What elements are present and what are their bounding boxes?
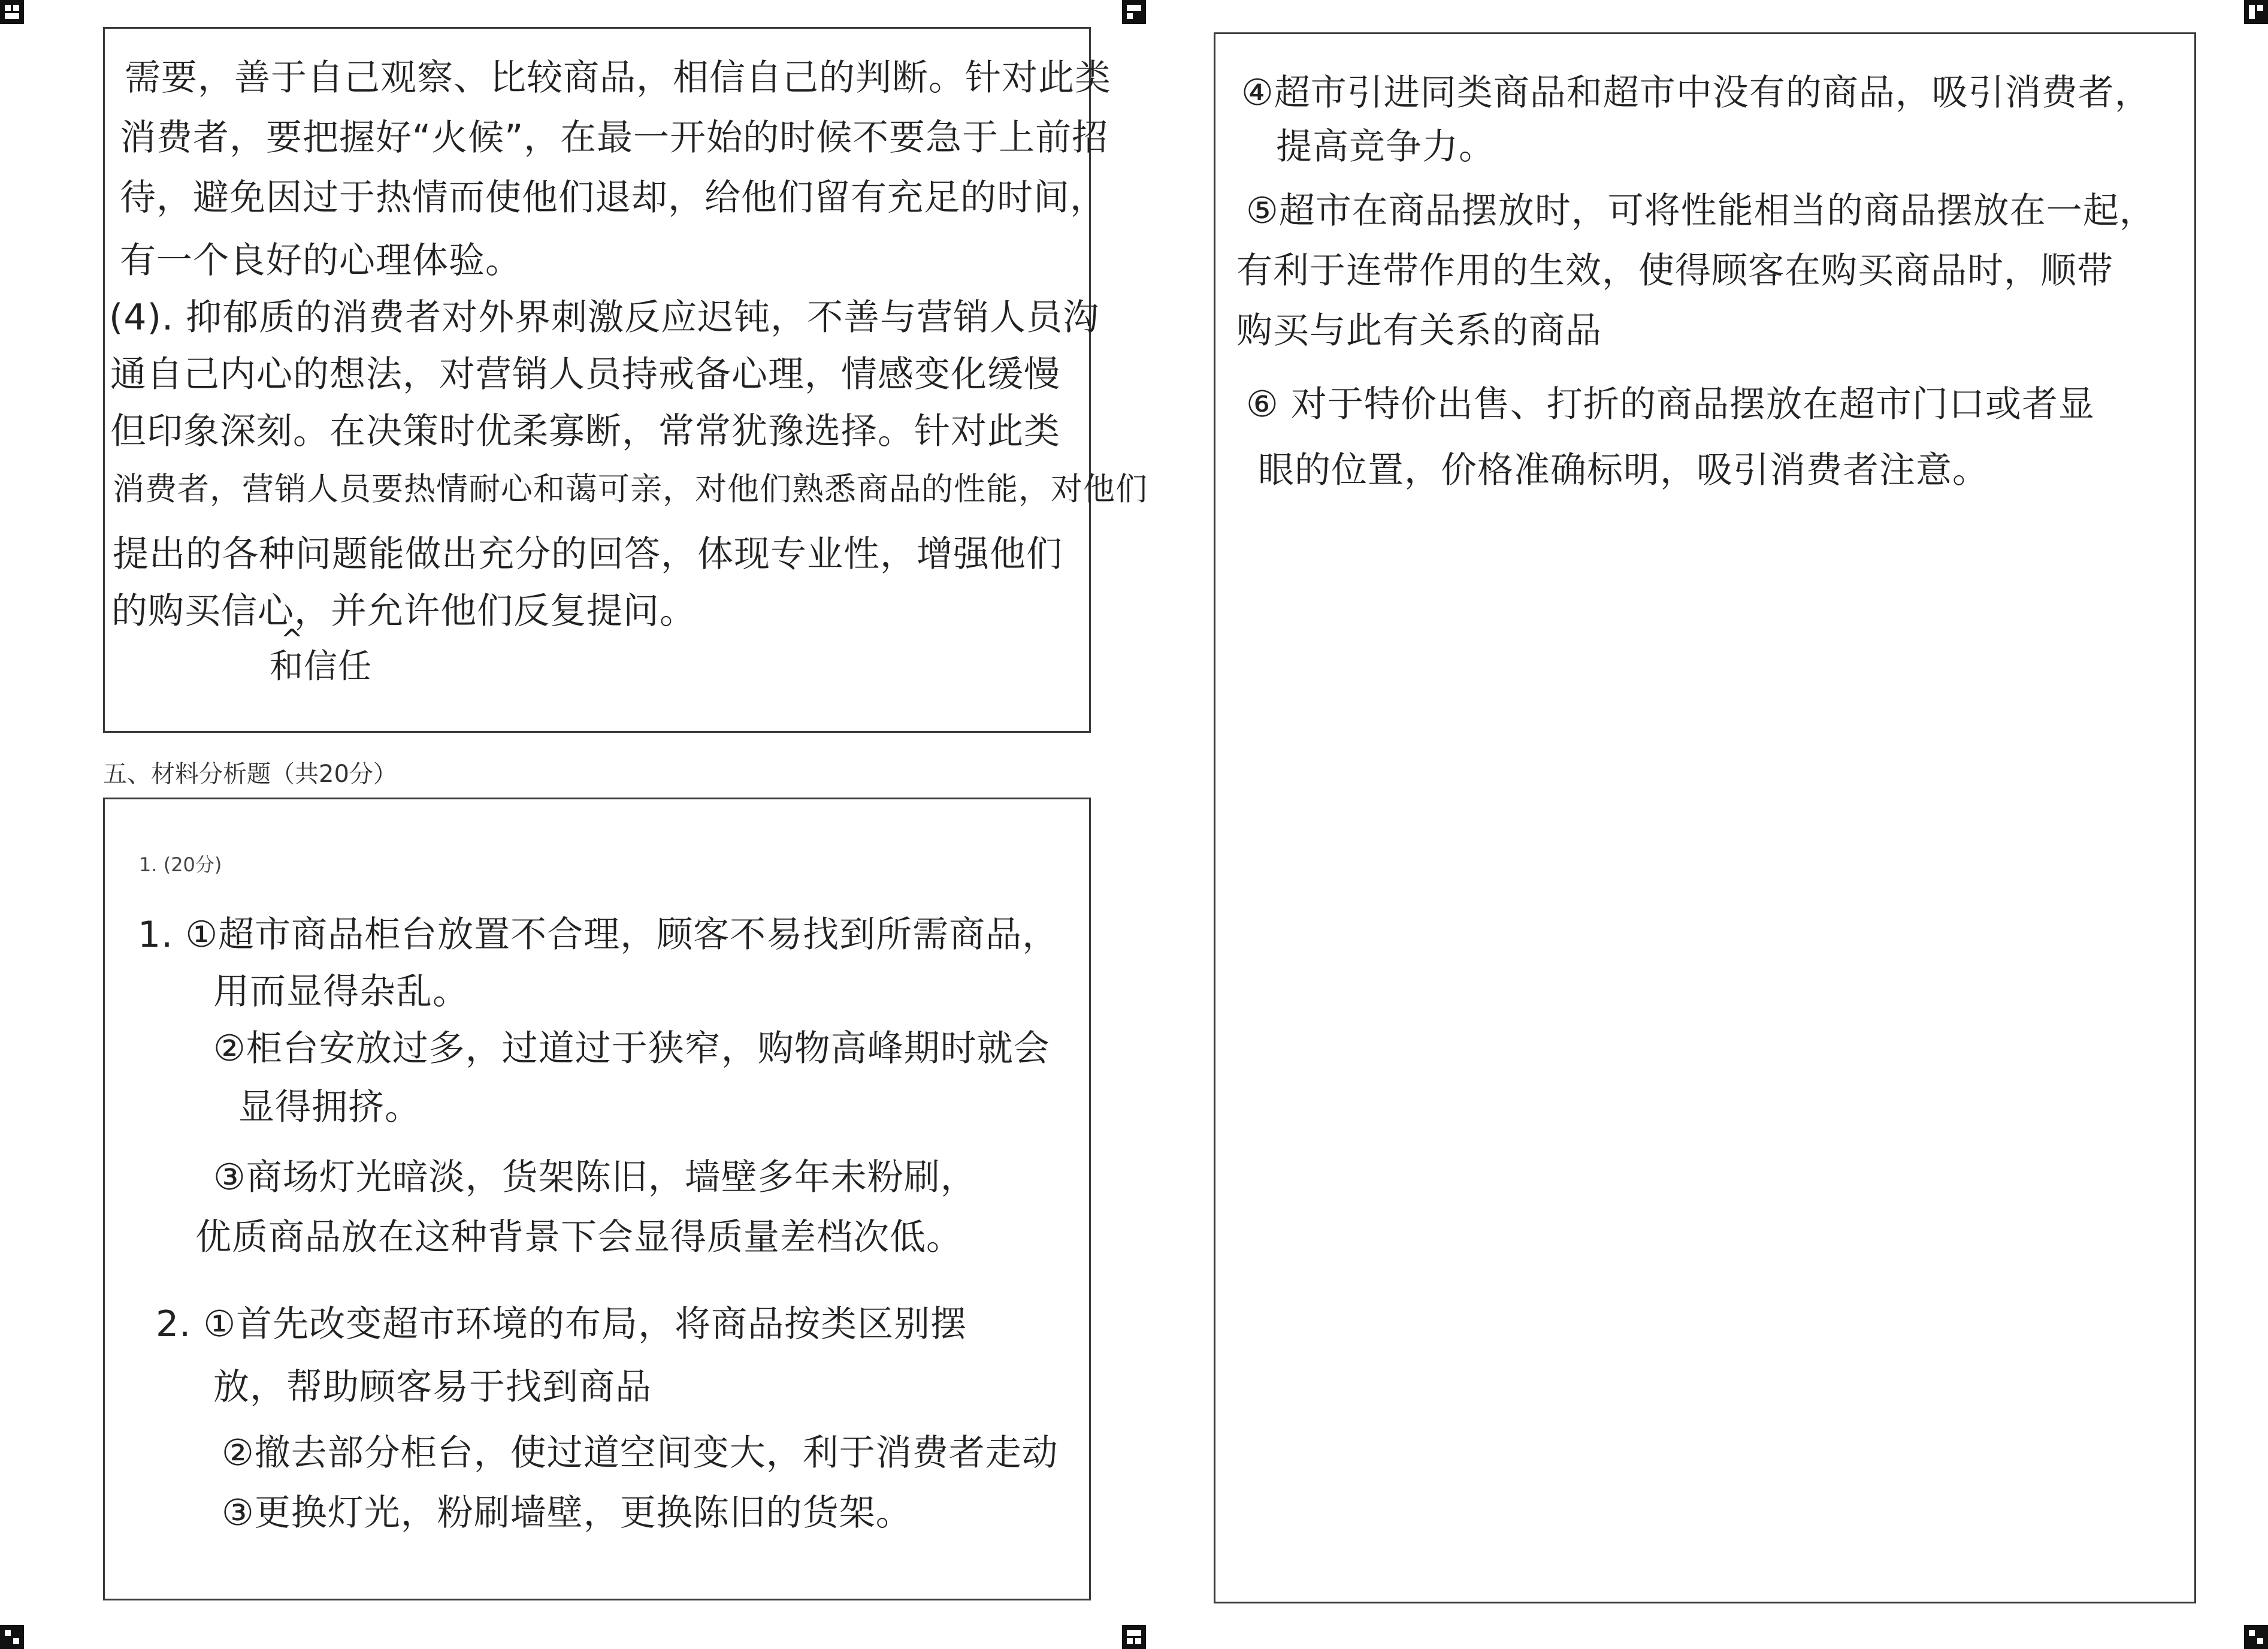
answer-line: 优质商品放在这种背景下会显得质量差档次低。 bbox=[195, 1216, 963, 1258]
insertion-caret: ^ bbox=[280, 623, 304, 656]
question-label: 1. (20分) bbox=[139, 853, 222, 876]
answer-line: 待，避免因过于热情而使他们退却，给他们留有充足的时间， bbox=[120, 177, 1106, 219]
answer-line: 提高竞争力。 bbox=[1276, 126, 1495, 168]
answer-line: 放，帮助顾客易于找到商品 bbox=[213, 1366, 652, 1408]
corner-marker-bottom-right bbox=[2244, 1625, 2268, 1649]
answer-line: 通自己内心的想法，对营销人员持戒备心理，情感变化缓慢 bbox=[110, 354, 1060, 395]
corner-marker-top-center bbox=[1122, 0, 1146, 24]
section-title: 五、材料分析题（共20分） bbox=[103, 760, 397, 788]
corner-marker-top-left bbox=[0, 0, 24, 24]
answer-line: 的购买信心，并允许他们反复提问。 bbox=[111, 590, 696, 632]
answer-line: (4). 抑郁质的消费者对外界刺激反应迟钝，不善与营销人员沟 bbox=[109, 297, 1100, 339]
corner-marker-bottom-left bbox=[0, 1625, 24, 1649]
answer-line: 需要，善于自己观察、比较商品，相信自己的判断。针对此类 bbox=[125, 57, 1111, 99]
answer-line: ②撤去部分柜台，使过道空间变大，利于消费者走动 bbox=[222, 1432, 1059, 1474]
answer-line: 购买与此有关系的商品 bbox=[1236, 310, 1602, 352]
answer-line: 有利于连带作用的生效，使得顾客在购买商品时，顺带 bbox=[1236, 250, 2113, 292]
answer-line: ③更换灯光，粉刷墙壁，更换陈旧的货架。 bbox=[222, 1492, 912, 1534]
answer-line: 眼的位置，价格准确标明，吸引消费者注意。 bbox=[1258, 449, 1989, 491]
answer-line: 2. ①首先改变超市环境的布局，将商品按类区别摆 bbox=[156, 1303, 967, 1345]
answer-line: 消费者，营销人员要热情耐心和蔼可亲，对他们熟悉商品的性能，对他们 bbox=[113, 471, 1148, 508]
corner-marker-top-right bbox=[2244, 0, 2268, 24]
answer-line: 1. ①超市商品柜台放置不合理，顾客不易找到所需商品， bbox=[138, 914, 1059, 956]
answer-line: 有一个良好的心理体验。 bbox=[120, 240, 522, 282]
answer-line: 显得拥挤。 bbox=[238, 1086, 421, 1128]
answer-line: ⑤超市在商品摆放时，可将性能相当的商品摆放在一起， bbox=[1246, 190, 2156, 232]
insertion-text: 和信任 bbox=[270, 647, 372, 686]
answer-line: ③商场灯光暗淡，货架陈旧，墙壁多年未粉刷， bbox=[213, 1156, 977, 1198]
answer-line: 消费者，要把握好“火候”，在最一开始的时候不要急于上前招 bbox=[120, 117, 1109, 159]
answer-line: 提出的各种问题能做出充分的回答，体现专业性，增强他们 bbox=[113, 533, 1063, 575]
answer-line: 用而显得杂乱。 bbox=[213, 971, 469, 1013]
answer-line: ⑥ 对于特价出售、打折的商品摆放在超市门口或者显 bbox=[1246, 383, 2095, 425]
answer-line: ④超市引进同类商品和超市中没有的商品，吸引消费者， bbox=[1241, 72, 2151, 114]
answer-line: ②柜台安放过多，过道过于狭窄，购物高峰期时就会 bbox=[213, 1028, 1050, 1070]
corner-marker-bottom-center bbox=[1122, 1625, 1146, 1649]
answer-line: 但印象深刻。在决策时优柔寡断，常常犹豫选择。针对此类 bbox=[110, 410, 1060, 452]
